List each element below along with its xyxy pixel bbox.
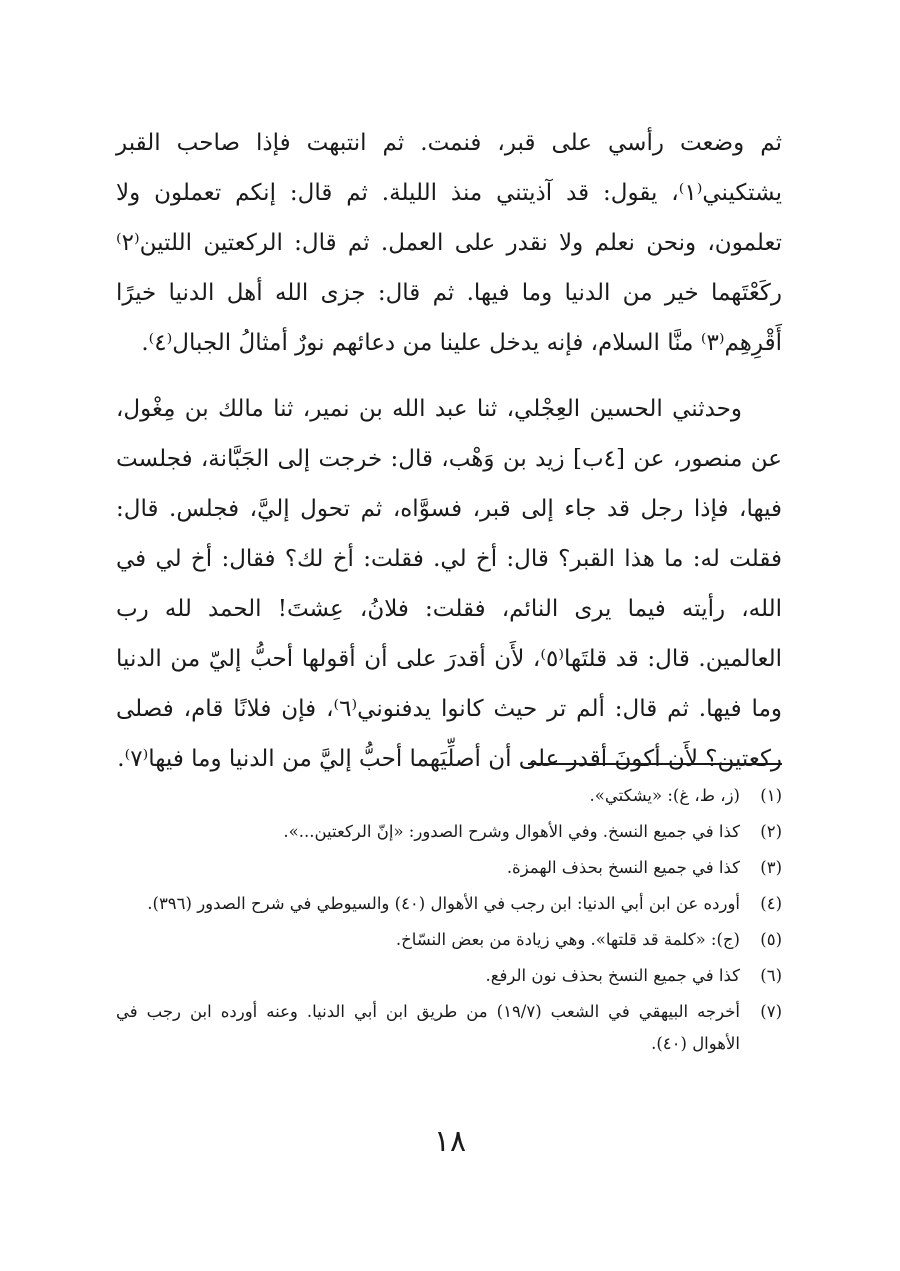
footnote-4 (116, 888, 782, 920)
footnote-6 (116, 960, 782, 992)
page-number: ١٨ (433, 1124, 467, 1159)
footnote-3 (116, 852, 782, 884)
footnote-7 (116, 996, 782, 1060)
footnote-text: كذا في جميع النسخ بحذف الهمزة. (506, 858, 740, 877)
footnote-5 (116, 924, 782, 956)
footnote-number: (١) (760, 786, 782, 805)
footnote-text: (ز، ط، غ): «يشكتي». (589, 786, 740, 805)
main-text (116, 118, 782, 784)
footnote-number: (٤) (760, 894, 782, 913)
footnote-text: (ج): «كلمة قد قلتها». وهي زيادة من بعض النسّاخ. (395, 930, 740, 949)
footnote-number: (٣) (760, 858, 782, 877)
footnote-separator (528, 763, 782, 765)
footnote-number: (٢) (760, 822, 782, 841)
footnote-number: (٦) (760, 966, 782, 985)
footnote-number: (٧) (760, 1002, 782, 1021)
footnote-1 (116, 780, 782, 812)
footnote-text: كذا في جميع النسخ. وفي الأهوال وشرح الصدور: «إنّ الركعتين...». (283, 822, 740, 841)
paragraph-1: ثم وضعت رأسي على قبر، فنمت. ثم انتبهت فإذا صاحب القبر يشتكيني⁽١⁾، يقول: قد آذيتني منذ الليلة. ثم قال: إنكم تعملون ولا تعلمون، ونحن نعلم ولا نقدر على العمل. ثم قال: الركعتين اللتين⁽٢⁾ ركَعْتَهما خير من الدنيا وما فيها. ثم قال: جزى الله أهل الدنيا خيرًا أَقْرِهِم⁽٣⁾ منَّا السلام، فإنه يدخل علينا من دعائهم نورٌ أمثالُ الجبال⁽٤⁾. (116, 130, 782, 356)
footnote-text: أورده عن ابن أبي الدنيا: ابن رجب في الأهوال (٤٠) والسيوطي في شرح الصدور (٣٩٦). (147, 894, 740, 913)
footnote-number: (٥) (760, 930, 782, 949)
footnote-text: كذا في جميع النسخ بحذف نون الرفع. (485, 966, 740, 985)
footnotes (116, 780, 782, 1064)
footnote-2 (116, 816, 782, 848)
footnote-text: أخرجه البيهقي في الشعب (١٩/٧) من طريق ابن أبي الدنيا. وعنه أورده ابن رجب في الأهوال (٤٠). (116, 1002, 740, 1053)
paragraph-2: وحدثني الحسين العِجْلي، ثنا عبد الله بن نمير، ثنا مالك بن مِغْول، عن منصور، عن [٤ب] زيد بن وَهْب، قال: خرجت إلى الجَبَّانة، فجلست فيها، فإذا رجل قد جاء إلى قبر، فسوَّاه، ثم تحول إليَّ، فجلس. قال: فقلت له: ما هذا القبر؟ قال: أخ لي. فقلت: أخ لك؟ فقال: أخ لي في الله، رأيته فيما يرى النائم، فقلت: فلانُ، عِشتَ! الحمد لله رب العالمين. قال: قد قلتَها⁽٥⁾، لأَن أقدرَ على أن أقولها أحبُّ إليّ من الدنيا وما فيها. ثم قال: ألم تر حيث كانوا يدفنوني⁽٦⁾، فإن فلانًا قام، فصلى ركعتين؟ لأَن أكونَ أقدر على أن أصلِّيَهما أحبُّ إليَّ من الدنيا وما فيها⁽٧⁾. (116, 396, 782, 772)
